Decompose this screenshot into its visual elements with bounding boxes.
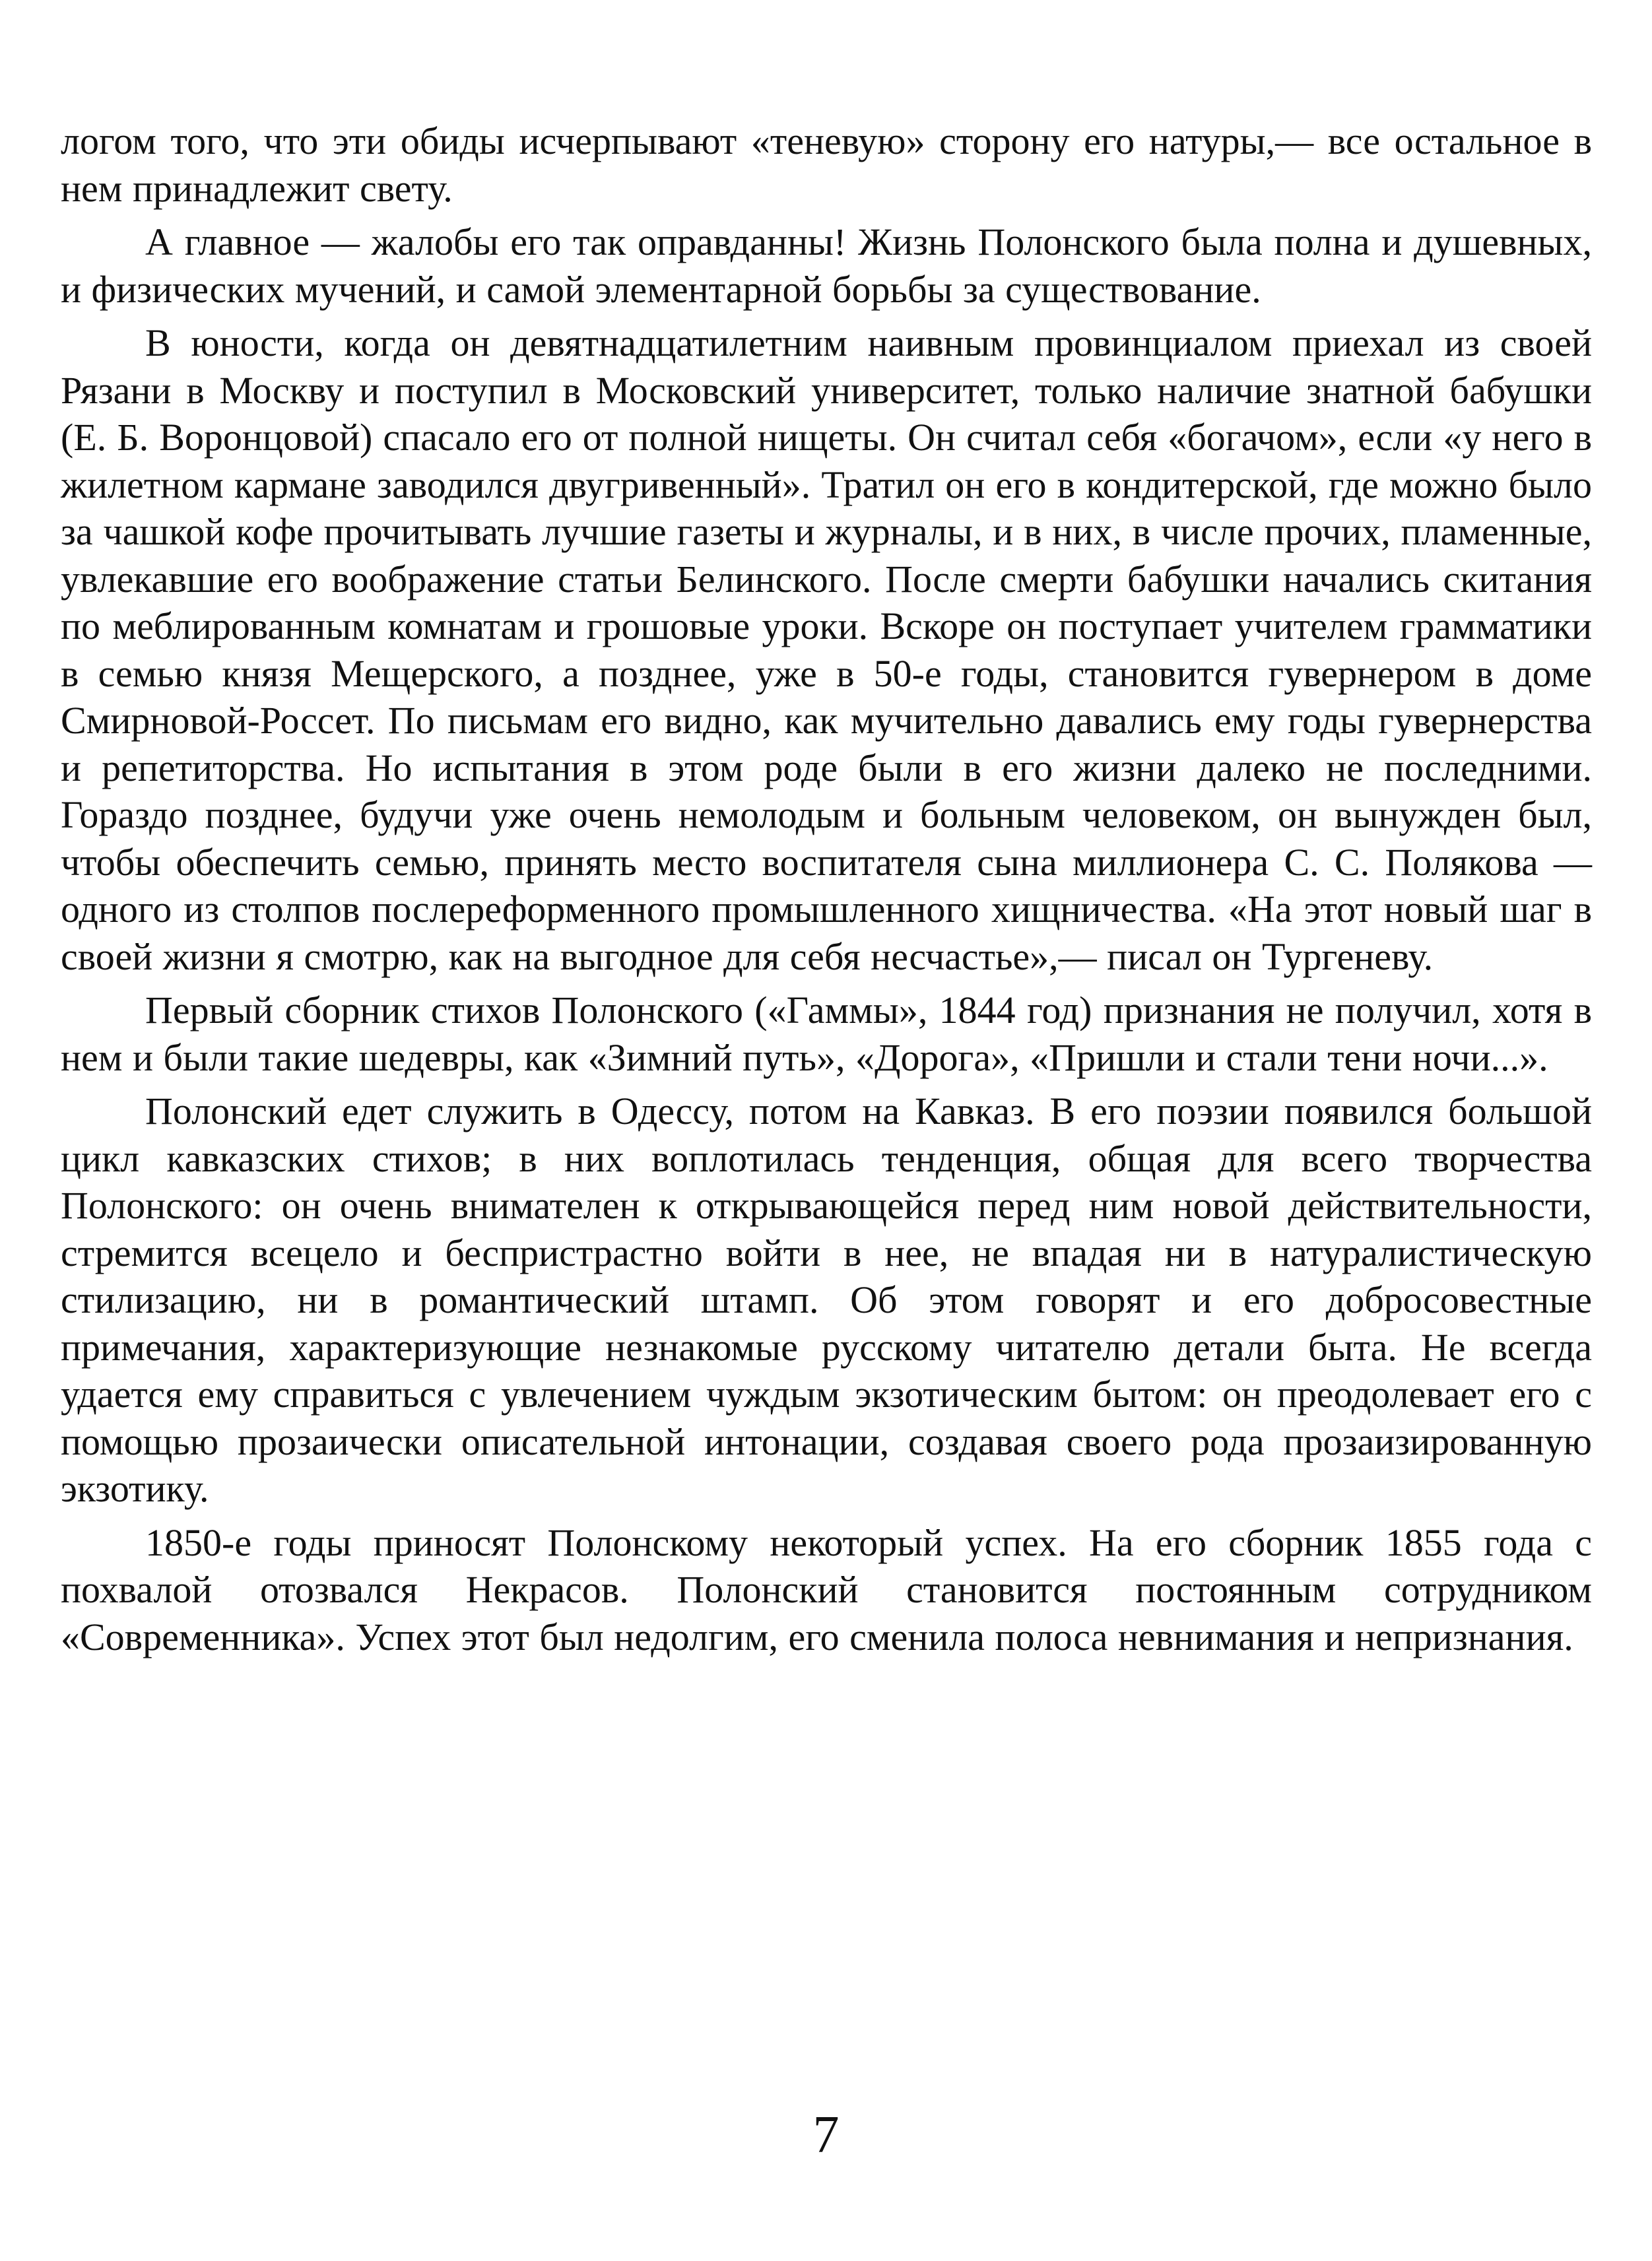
paragraph: А главное — жалобы его так оправданны! Жизнь Полонского была полна и душевных, и физических мучений, и самой элементарной борьбы за существование. xyxy=(61,220,1592,311)
page-number: 7 xyxy=(812,2106,840,2164)
page-text-body xyxy=(61,117,1592,1660)
paragraph-continuation: логом того, что эти обиды исчерпывают «теневую» сторону его натуры,— все остальное в нем принадлежит свету. xyxy=(61,119,1592,210)
paragraph: В юности, когда он девятнадцатилетним наивным провинциалом приехал из своей Рязани в Москву и поступил в Московский университет, только наличие знатной бабушки (Е. Б. Воронцовой) спасало его от полной нищеты. Он считал себя «богачом», если «у него в жилетном кармане заводился двугривенный». Тратил он его в кондитерской, где можно было за чашкой кофе прочитывать лучшие газеты и журналы, и в них, в числе прочих, пламенные, увлекавшие его воображение статьи Белинского. После смерти бабушки начались скитания по меблированным комнатам и грошовые уроки. Вскоре он поступает учителем грамматики в семью князя Мещерского, а позднее, уже в 50-е годы, становится гувернером в доме Смирновой-Россет. По письмам его видно, как мучительно давались ему годы гувернерства и репетиторства. Но испытания в этом роде были в его жизни далеко не последними. Гораздо позднее, будучи уже очень немолодым и больным человеком, он вынужден был, чтобы обеспечить семью, принять место воспитателя сына миллионера С. С. Полякова — одного из столпов послереформенного промышленного хищничества. «На этот новый шаг в своей жизни я смотрю, как на выгодное для себя несчастье»,— писал он Тургеневу. xyxy=(61,321,1592,978)
paragraph: Полонский едет служить в Одессу, потом на Кавказ. В его поэзии появился большой цикл кавказских стихов; в них воплотилась тенденция, общая для всего творчества Полонского: он очень внимателен к открывающейся перед ним новой действительности, стремится всецело и беспристрастно войти в нее, не впадая ни в натуралистическую стилизацию, ни в романтический штамп. Об этом говорят и его добросовестные примечания, характеризующие незнакомые русскому читателю детали быта. Не всегда удается ему справиться с увлечением чуждым экзотическим бытом: он преодолевает его с помощью прозаически описательной интонации, создавая своего рода прозаизированную экзотику. xyxy=(61,1090,1592,1510)
paragraph: Первый сборник стихов Полонского («Гаммы», 1844 год) признания не получил, хотя в нем и были такие шедевры, как «Зимний путь», «Дорога», «Пришли и стали тени ночи...». xyxy=(61,989,1592,1079)
paragraph: 1850-е годы приносят Полонскому некоторый успех. На его сборник 1855 года с похвалой отозвался Некрасов. Полонский становится постоянным сотрудником «Современника». Успех этот был недолгим, его сменила полоса невнимания и непризнания. xyxy=(61,1521,1592,1658)
